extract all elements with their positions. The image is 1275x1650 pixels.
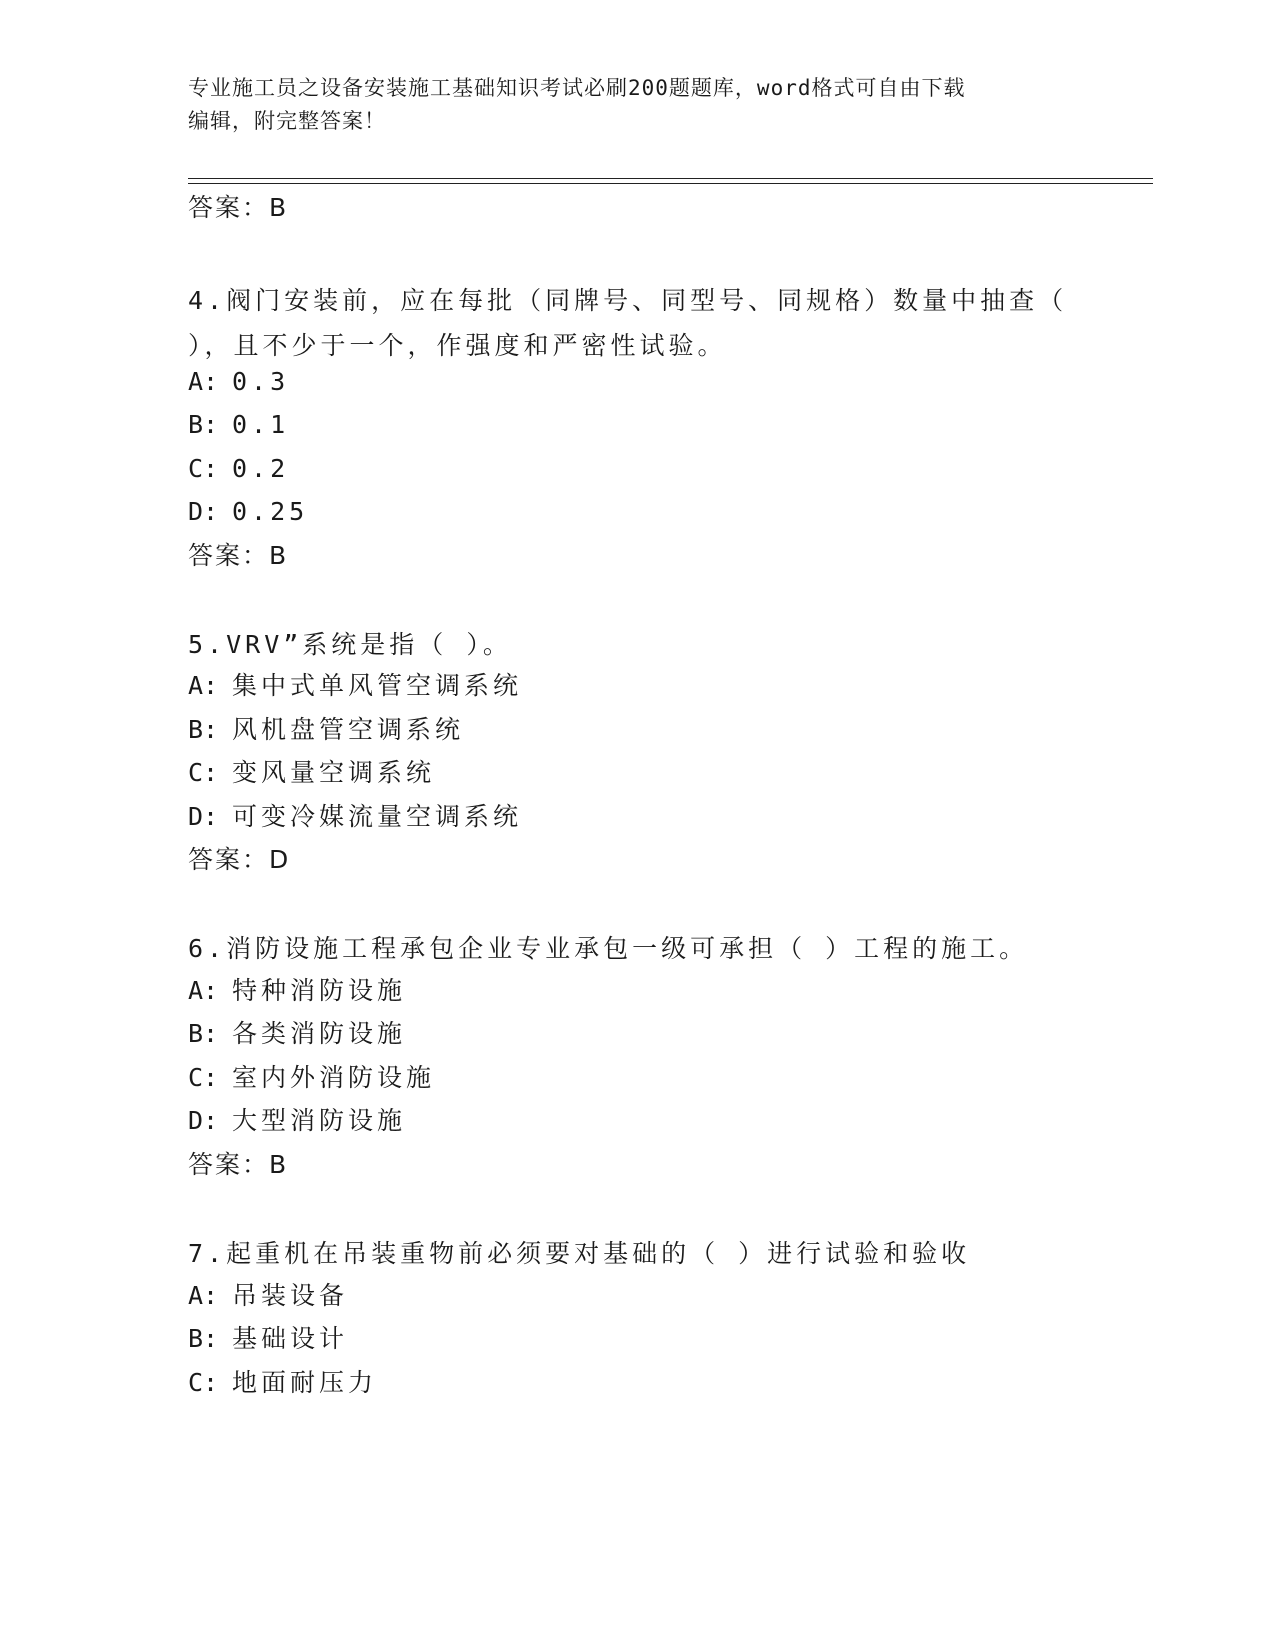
option-text: 特种消防设施	[232, 976, 407, 1005]
option-text: 变风量空调系统	[232, 758, 436, 787]
option-text: 室内外消防设施	[232, 1063, 436, 1092]
option-text: 基础设计	[232, 1324, 349, 1353]
option-text: 0.3	[232, 367, 290, 396]
question-4-option-a	[188, 367, 289, 397]
header-title-line-2: 编辑，附完整答案！	[188, 109, 386, 133]
option-text: 吊装设备	[232, 1281, 349, 1310]
question-7-option-c	[188, 1368, 377, 1398]
document-header	[188, 72, 1088, 138]
question-4-stem: 4.阀门安装前，应在每批（同牌号、同型号、同规格）数量中抽查（ ），且不少于一个，作强度和严密性试验。	[188, 286, 1068, 360]
question-7-stem: 7.起重机在吊装重物前必须要对基础的（ ）进行试验和验收	[188, 1239, 971, 1268]
option-key: B:	[188, 410, 219, 439]
header-divider-top	[188, 178, 1153, 179]
option-key: C:	[188, 758, 219, 787]
option-key: A:	[188, 671, 219, 700]
question-5-option-a	[188, 671, 522, 701]
option-text: 风机盘管空调系统	[232, 715, 465, 744]
question-4-answer: 答案：B	[188, 541, 289, 570]
option-text: 0.2	[232, 454, 290, 483]
previous-answer: 答案：B	[188, 193, 289, 222]
option-text: 大型消防设施	[232, 1106, 407, 1135]
question-5-answer: 答案：D	[188, 845, 291, 874]
option-text: 0.1	[232, 410, 290, 439]
option-key: B:	[188, 1019, 219, 1048]
option-text: 可变冷媒流量空调系统	[232, 802, 523, 831]
option-key: C:	[188, 454, 219, 483]
question-5-stem: 5.VRV”系统是指（ ）。	[188, 630, 512, 659]
question-6-option-b	[188, 1019, 406, 1049]
option-key: A:	[188, 976, 219, 1005]
header-divider-bottom	[188, 183, 1153, 184]
option-key: D:	[188, 1106, 219, 1135]
option-key: D:	[188, 802, 219, 831]
option-key: D:	[188, 497, 219, 526]
question-6-stem: 6.消防设施工程承包企业专业承包一级可承担（ ）工程的施工。	[188, 934, 1029, 963]
question-4-option-b	[188, 410, 289, 440]
question-6-option-c	[188, 1063, 435, 1093]
option-text: 0.25	[232, 497, 309, 526]
option-text: 各类消防设施	[232, 1019, 407, 1048]
question-6-option-a	[188, 976, 406, 1006]
question-5-option-c	[188, 758, 435, 788]
question-7-option-a	[188, 1281, 348, 1311]
header-title-line-1: 专业施工员之设备安装施工基础知识考试必刷200题题库，word格式可自由下载	[188, 76, 966, 100]
option-key: A:	[188, 1281, 219, 1310]
option-key: C:	[188, 1063, 219, 1092]
option-text: 集中式单风管空调系统	[232, 671, 523, 700]
question-5-option-b	[188, 715, 464, 745]
question-6-answer: 答案：B	[188, 1150, 289, 1179]
option-text: 地面耐压力	[232, 1368, 378, 1397]
option-key: A:	[188, 367, 219, 396]
option-key: B:	[188, 715, 219, 744]
question-4-option-c	[188, 454, 289, 484]
option-key: C:	[188, 1368, 219, 1397]
question-4-option-d	[188, 497, 308, 527]
option-key: B:	[188, 1324, 219, 1353]
question-6-option-d	[188, 1106, 406, 1136]
question-5-option-d	[188, 802, 522, 832]
question-7-option-b	[188, 1324, 348, 1354]
